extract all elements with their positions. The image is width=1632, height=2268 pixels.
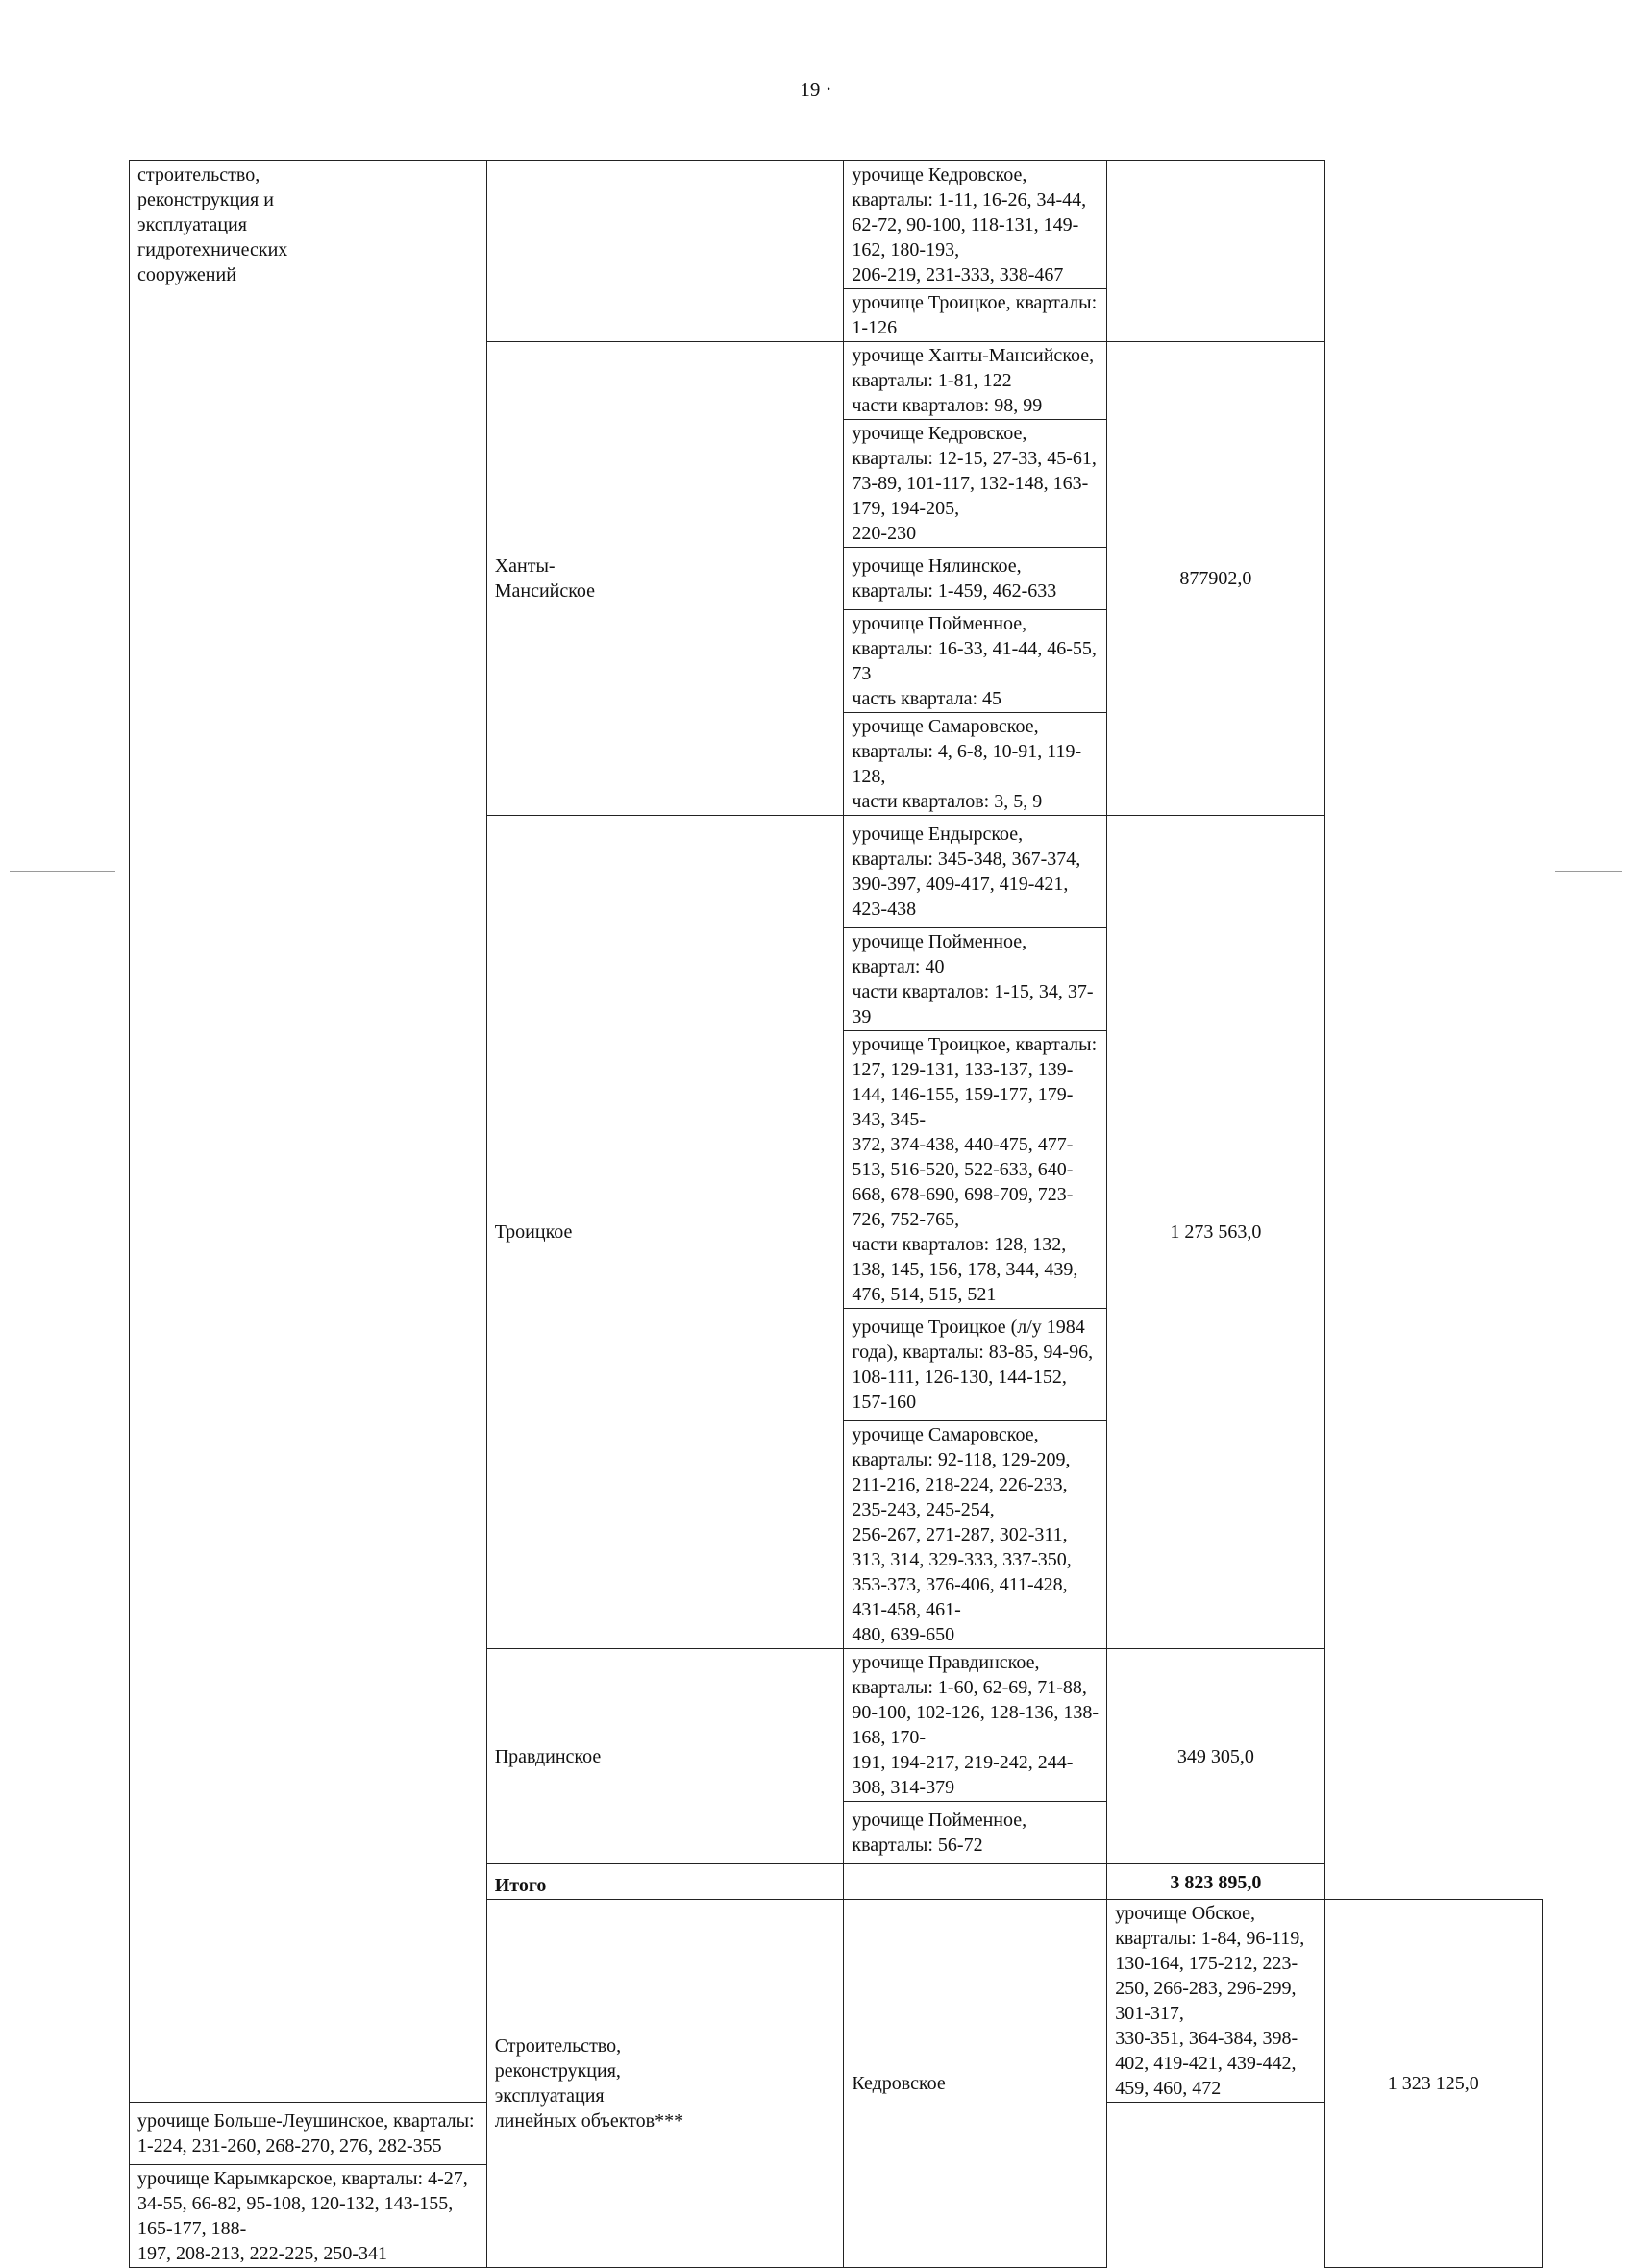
location-cell xyxy=(844,713,1107,816)
location-line: урочище Карымкарское, кварталы: 4-27, 34-55, 66-82, 95-108, 120-132, 143-155, 165-177, 188- xyxy=(137,2168,468,2239)
location-cell xyxy=(844,816,1107,928)
location-cell xyxy=(844,1649,1107,1802)
purpose-line: реконструкция, xyxy=(494,2060,621,2082)
location-line: 256-267, 271-287, 302-311, 313, 314, 329-333, 337-350, 353-373, 376-406, 411-428, 431-458, 461- xyxy=(852,1524,1072,1620)
purpose-line: Строительство, xyxy=(494,2035,622,2057)
purpose-line: эксплуатация xyxy=(137,214,247,235)
location-line: урочище Троицкое, кварталы: 1-126 xyxy=(852,292,1098,338)
table-row xyxy=(130,161,1543,289)
location-cell xyxy=(844,161,1107,289)
scan-artifact xyxy=(1555,871,1622,872)
location-line: 330-351, 364-384, 398-402, 419-421, 439-442, 459, 460, 472 xyxy=(1115,2028,1298,2099)
purpose-cell-hydrotechnical xyxy=(130,161,487,2103)
location-cell xyxy=(844,1421,1107,1649)
location-line: 191, 194-217, 219-242, 244-308, 314-379 xyxy=(852,1752,1074,1798)
district-line: Мансийское xyxy=(494,580,596,602)
location-line: урочище Пойменное, кварталы: 16-33, 41-44, 46-55, 73 xyxy=(852,613,1097,684)
location-cell xyxy=(844,420,1107,548)
purpose-line: реконструкция и xyxy=(137,189,274,210)
location-line: урочище Нялинское, кварталы: 1-459, 462-633 xyxy=(852,555,1057,602)
area-cell-kedrovskoe: 1 323 125,0 xyxy=(1324,1900,1542,2268)
total-empty-cell xyxy=(844,1864,1107,1900)
area-cell-pravdinskoe: 349 305,0 xyxy=(1107,1649,1324,1864)
location-line: части кварталов: 1-15, 34, 37-39 xyxy=(852,981,1094,1027)
location-line: урочище Пойменное, квартал: 40 xyxy=(852,931,1027,977)
location-line: урочище Ханты-Мансийское, кварталы: 1-81, 122 xyxy=(852,345,1095,391)
purpose-line: сооружений xyxy=(137,264,236,285)
page-number: 19 · xyxy=(800,78,832,101)
location-line: части кварталов: 98, 99 xyxy=(852,395,1043,416)
area-cell-troitskoe: 1 273 563,0 xyxy=(1107,816,1324,1649)
location-line: 197, 208-213, 222-225, 250-341 xyxy=(137,2243,387,2264)
location-line: части кварталов: 3, 5, 9 xyxy=(852,791,1043,812)
purpose-line: строительство, xyxy=(137,164,260,185)
forest-areas-table xyxy=(129,160,1543,2268)
location-line: урочище Кедровское, кварталы: 12-15, 27-33, 45-61, 73-89, 101-117, 132-148, 163-179, 194-205, xyxy=(852,423,1097,519)
location-cell xyxy=(844,342,1107,420)
location-cell xyxy=(844,1802,1107,1864)
location-line: урочище Самаровское, кварталы: 92-118, 129-209, 211-216, 218-224, 226-233, 235-243, 245-254, xyxy=(852,1424,1071,1520)
location-line: урочище Больше-Леушинское, кварталы: 1-224, 231-260, 268-270, 276, 282-355 xyxy=(137,2110,475,2157)
location-line: урочище Кедровское, кварталы: 1-11, 16-26, 34-44, 62-72, 90-100, 118-131, 149-162, 180-193, xyxy=(852,164,1087,260)
total-area: 3 823 895,0 xyxy=(1107,1864,1324,1900)
location-line: части кварталов: 128, 132, 138, 145, 156, 178, 344, 439, 476, 514, 515, 521 xyxy=(852,1234,1078,1305)
location-line: урочище Обское, кварталы: 1-84, 96-119, 130-164, 175-212, 223-250, 266-283, 296-299, 301-317, xyxy=(1115,1903,1305,2024)
location-line: урочище Самаровское, кварталы: 4, 6-8, 10-91, 119-128, xyxy=(852,716,1082,787)
location-line: часть квартала: 45 xyxy=(852,688,1002,709)
scan-artifact xyxy=(10,871,115,872)
location-cell xyxy=(1107,1900,1324,2103)
location-cell xyxy=(844,1309,1107,1421)
location-cell xyxy=(130,2103,487,2165)
purpose-line: линейных объектов*** xyxy=(494,2110,684,2132)
district-cell-empty xyxy=(486,161,844,342)
purpose-line: эксплуатация xyxy=(494,2085,605,2107)
district-cell-khanty-mansiyskoe xyxy=(486,342,844,816)
total-label: Итого xyxy=(486,1864,844,1900)
location-cell xyxy=(844,548,1107,610)
location-cell xyxy=(844,928,1107,1031)
location-line: урочище Правдинское, кварталы: 1-60, 62-69, 71-88, 90-100, 102-126, 128-136, 138-168, 170- xyxy=(852,1652,1100,1748)
location-line: урочище Пойменное, кварталы: 56-72 xyxy=(852,1810,1027,1856)
location-line: 372, 374-438, 440-475, 477-513, 516-520, 522-633, 640-668, 678-690, 698-709, 723-726, 752-765, xyxy=(852,1134,1074,1230)
location-line: урочище Ендырское, кварталы: 345-348, 367-374, 390-397, 409-417, 419-421, 423-438 xyxy=(852,824,1081,920)
area-cell-empty xyxy=(1107,161,1324,342)
district-cell-kedrovskoe: Кедровское xyxy=(844,1900,1107,2268)
location-line: урочище Троицкое, кварталы: 127, 129-131, 133-137, 139-144, 146-155, 159-177, 179-343, 345- xyxy=(852,1034,1098,1130)
location-line: 480, 639-650 xyxy=(852,1624,955,1645)
area-cell-khanty-mansiyskoe: 877902,0 xyxy=(1107,342,1324,816)
location-cell xyxy=(130,2165,487,2268)
location-cell xyxy=(844,1031,1107,1309)
purpose-cell-linear-objects xyxy=(486,1900,844,2268)
location-line: урочище Троицкое (л/у 1984 года), кварталы: 83-85, 94-96, 108-111, 126-130, 144-152, 157-160 xyxy=(852,1317,1094,1413)
district-cell-pravdinskoe: Правдинское xyxy=(486,1649,844,1864)
district-cell-troitskoe: Троицкое xyxy=(486,816,844,1649)
location-cell xyxy=(844,610,1107,713)
purpose-line: гидротехнических xyxy=(137,239,288,260)
location-line: 220-230 xyxy=(852,523,917,544)
location-line: 206-219, 231-333, 338-467 xyxy=(852,264,1064,285)
location-cell xyxy=(844,289,1107,342)
district-line: Ханты- xyxy=(494,555,556,577)
